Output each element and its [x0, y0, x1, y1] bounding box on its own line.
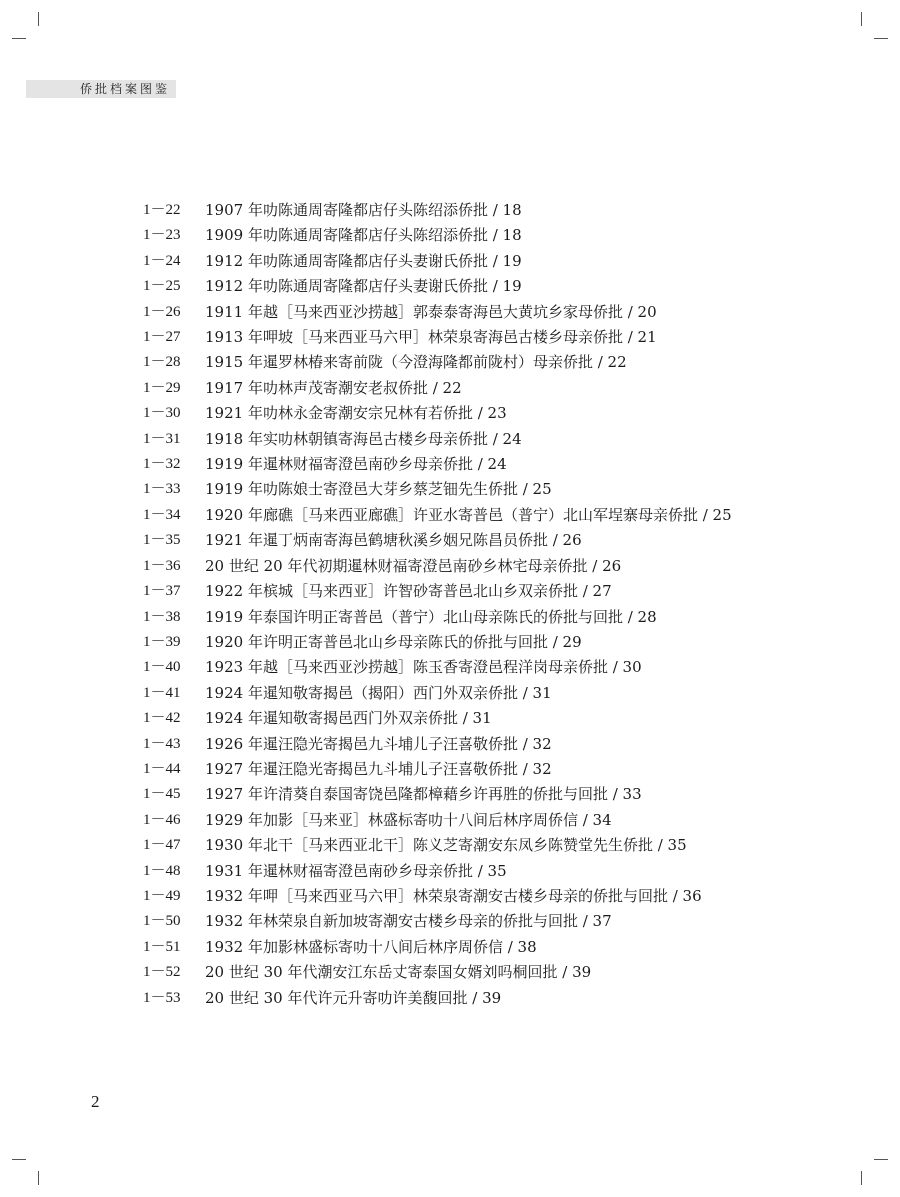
toc-entry-number: 1－27 — [143, 329, 181, 346]
toc-entry-number: 1－45 — [143, 786, 181, 803]
toc-entry-text: 1924 年暹知敬寄揭邑（揭阳）西门外双亲侨批 / 31 — [205, 683, 552, 702]
toc-entry-text: 1915 年暹罗林椿来寄前陇（今澄海隆都前陇村）母亲侨批 / 22 — [205, 353, 627, 372]
toc-entry-text: 1922 年槟城［马来西亚］许智砂寄普邑北山乡双亲侨批 / 27 — [205, 582, 612, 601]
toc-entry-text: 1919 年叻陈娘士寄澄邑大芽乡蔡芝钿先生侨批 / 25 — [205, 480, 552, 499]
toc-entry-text: 1913 年呷坡［马来西亚马六甲］林荣泉寄海邑古楼乡母亲侨批 / 21 — [205, 328, 657, 347]
toc-entry-number: 1－26 — [143, 303, 181, 320]
toc-entry-number: 1－35 — [143, 532, 181, 549]
toc-entry — [143, 960, 763, 985]
toc-entry — [143, 300, 763, 325]
toc-entry-text: 1932 年呷［马来西亚马六甲］林荣泉寄潮安古楼乡母亲的侨批与回批 / 36 — [205, 886, 702, 905]
toc-entry — [143, 554, 763, 579]
toc-entry-text: 1907 年叻陈通周寄隆都店仔头陈绍添侨批 / 18 — [205, 201, 522, 219]
toc-entry — [143, 859, 763, 884]
toc-entry-number: 1－53 — [143, 989, 181, 1006]
toc-entry-number: 1－24 — [143, 252, 181, 269]
toc-list — [143, 198, 763, 1011]
toc-entry-text: 1923 年越［马来西亚沙捞越］陈玉香寄澄邑程洋岗母亲侨批 / 30 — [205, 658, 642, 677]
toc-entry-text: 1917 年叻林声茂寄潮安老叔侨批 / 22 — [205, 378, 462, 397]
toc-entry-text: 1918 年实叻林朝镇寄海邑古楼乡母亲侨批 / 24 — [205, 429, 522, 448]
toc-entry-text: 1911 年越［马来西亚沙捞越］郭泰泰寄海邑大黄坑乡家母侨批 / 20 — [205, 302, 657, 321]
toc-entry — [143, 274, 763, 299]
toc-entry-number: 1－31 — [143, 430, 181, 447]
toc-entry — [143, 909, 763, 934]
toc-entry-number: 1－33 — [143, 481, 181, 498]
crop-mark-top-right-h — [874, 38, 888, 39]
toc-entry — [143, 732, 763, 757]
toc-entry-text: 1909 年叻陈通周寄隆都店仔头陈绍添侨批 / 18 — [205, 226, 522, 245]
toc-entry — [143, 655, 763, 680]
toc-entry — [143, 198, 763, 223]
toc-entry-number: 1－47 — [143, 837, 181, 854]
toc-entry-text: 1919 年暹林财福寄澄邑南砂乡母亲侨批 / 24 — [205, 455, 507, 474]
toc-entry-number: 1－51 — [143, 938, 181, 955]
toc-entry-text: 20 世纪 30 年代潮安江东岳丈寄泰国女婿刘吗桐回批 / 39 — [205, 963, 592, 982]
toc-entry-text: 1912 年叻陈通周寄隆都店仔头妻谢氏侨批 / 19 — [205, 277, 522, 296]
toc-entry-number: 1－42 — [143, 710, 181, 727]
toc-entry — [143, 808, 763, 833]
toc-entry-text: 1927 年许清葵自泰国寄饶邑隆都樟藉乡许再胜的侨批与回批 / 33 — [205, 785, 642, 804]
toc-entry — [143, 630, 763, 655]
toc-entry-number: 1－52 — [143, 964, 181, 981]
toc-entry-text: 1931 年暹林财福寄澄邑南砂乡母亲侨批 / 35 — [205, 861, 507, 880]
toc-entry-text: 1919 年泰国许明正寄普邑（普宁）北山母亲陈氏的侨批与回批 / 28 — [205, 607, 657, 626]
toc-entry — [143, 935, 763, 960]
toc-entry-number: 1－50 — [143, 913, 181, 930]
crop-mark-bottom-right-v — [861, 1171, 862, 1185]
toc-entry-text: 1912 年叻陈通周寄隆都店仔头妻谢氏侨批 / 19 — [205, 251, 522, 270]
toc-entry-number: 1－48 — [143, 862, 181, 879]
toc-entry-number: 1－28 — [143, 354, 181, 371]
toc-entry-number: 1－30 — [143, 405, 181, 422]
toc-entry-number: 1－46 — [143, 811, 181, 828]
toc-entry — [143, 427, 763, 452]
toc-entry — [143, 782, 763, 807]
toc-entry-text: 1932 年林荣泉自新加坡寄潮安古楼乡母亲的侨批与回批 / 37 — [205, 912, 612, 931]
toc-entry-number: 1－43 — [143, 735, 181, 752]
toc-entry — [143, 477, 763, 502]
running-header-title: 侨批档案图鉴 — [80, 82, 171, 96]
toc-entry — [143, 579, 763, 604]
toc-entry-text: 1930 年北干［马来西亚北干］陈义芝寄潮安东凤乡陈赞堂先生侨批 / 35 — [205, 836, 687, 855]
toc-entry-text: 20 世纪 20 年代初期暹林财福寄澄邑南砂乡林宅母亲侨批 / 26 — [205, 556, 622, 575]
crop-mark-top-right-v — [861, 12, 862, 26]
toc-entry-text: 1926 年暹汪隐光寄揭邑九斗埔儿子汪喜敬侨批 / 32 — [205, 734, 552, 753]
page-number: 2 — [91, 1092, 100, 1111]
toc-entry — [143, 376, 763, 401]
toc-entry — [143, 350, 763, 375]
toc-entry — [143, 452, 763, 477]
toc-entry-text: 1920 年许明正寄普邑北山乡母亲陈氏的侨批与回批 / 29 — [205, 632, 582, 651]
crop-mark-bottom-left-v — [38, 1171, 39, 1185]
toc-entry-number: 1－44 — [143, 760, 181, 777]
toc-entry-text: 20 世纪 30 年代许元升寄叻许美馥回批 / 39 — [205, 988, 502, 1007]
toc-entry-text: 1927 年暹汪隐光寄揭邑九斗埔儿子汪喜敬侨批 / 32 — [205, 759, 552, 778]
toc-entry — [143, 249, 763, 274]
toc-entry — [143, 833, 763, 858]
toc-entry-text: 1924 年暹知敬寄揭邑西门外双亲侨批 / 31 — [205, 709, 492, 728]
toc-entry — [143, 528, 763, 553]
toc-entry-number: 1－32 — [143, 456, 181, 473]
crop-mark-top-left-h — [12, 38, 26, 39]
toc-entry-number: 1－37 — [143, 583, 181, 600]
toc-entry — [143, 325, 763, 350]
crop-mark-top-left-v — [38, 12, 39, 26]
toc-entry — [143, 605, 763, 630]
toc-entry-number: 1－22 — [143, 202, 181, 218]
toc-entry — [143, 706, 763, 731]
toc-entry-number: 1－36 — [143, 557, 181, 574]
toc-entry-number: 1－49 — [143, 887, 181, 904]
toc-entry-text: 1921 年叻林永金寄潮安宗兄林有若侨批 / 23 — [205, 404, 507, 423]
toc-entry-text: 1932 年加影林盛标寄叻十八间后林序周侨信 / 38 — [205, 937, 537, 956]
toc-entry-text: 1929 年加影［马来亚］林盛标寄叻十八间后林序周侨信 / 34 — [205, 810, 612, 829]
crop-mark-bottom-left-h — [12, 1159, 26, 1160]
toc-entry-number: 1－23 — [143, 227, 181, 244]
toc-entry-number: 1－41 — [143, 684, 181, 701]
toc-entry — [143, 401, 763, 426]
toc-entry — [143, 986, 763, 1011]
toc-entry-number: 1－29 — [143, 379, 181, 396]
toc-entry-number: 1－38 — [143, 608, 181, 625]
toc-entry — [143, 223, 763, 248]
toc-entry — [143, 503, 763, 528]
toc-entry-text: 1920 年廊礁［马来西亚廊礁］许亚水寄普邑（普宁）北山军埕寨母亲侨批 / 25 — [205, 505, 732, 524]
toc-entry — [143, 884, 763, 909]
toc-entry-text: 1921 年暹丁炳南寄海邑鹤塘秋溪乡姻兄陈昌员侨批 / 26 — [205, 531, 582, 550]
toc-entry-number: 1－40 — [143, 659, 181, 676]
toc-entry-number: 1－25 — [143, 278, 181, 295]
toc-entry-number: 1－39 — [143, 633, 181, 650]
toc-entry — [143, 757, 763, 782]
toc-entry — [143, 681, 763, 706]
toc-entry-number: 1－34 — [143, 506, 181, 523]
crop-mark-bottom-right-h — [874, 1159, 888, 1160]
